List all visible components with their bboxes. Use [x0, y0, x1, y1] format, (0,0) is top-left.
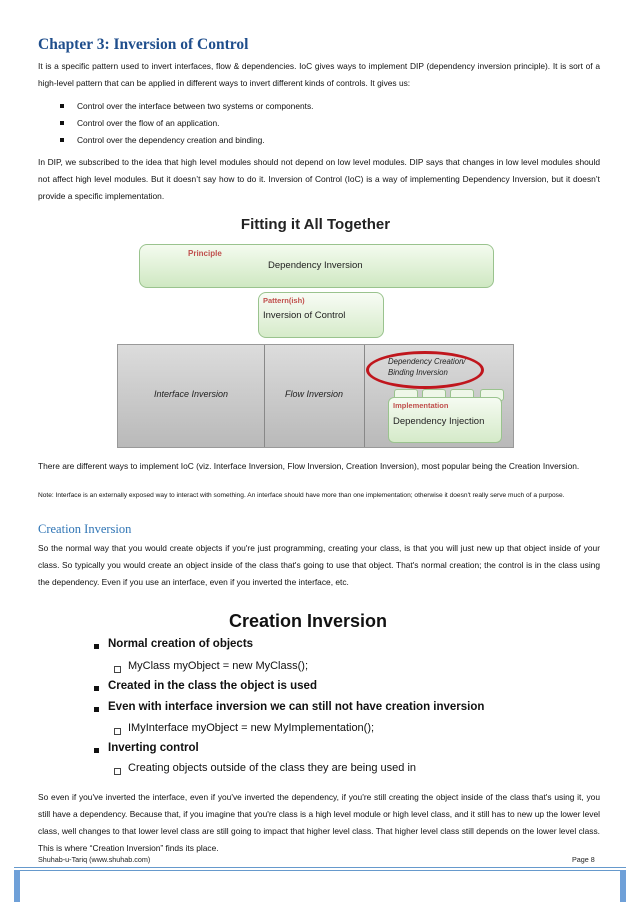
chapter-title: Chapter 3: Inversion of Control	[38, 36, 249, 53]
implementation-label: Implementation	[393, 401, 449, 410]
slide-line: Created in the class the object is used	[108, 680, 317, 692]
creation-inversion-label: Dependency Creation/	[388, 357, 466, 366]
bullet-square-icon	[94, 644, 99, 649]
closing-paragraph: So even if you've inverted the interface, even if you've inverted the dependency, if you're still creating the object inside of the class that's using it, you still have a dependency. Because that, if you imagine that you're class is a high level module or high level class, and it still has to new up the lower level class, well changes to that lower level class are still going to impact that higher level class. That higher level class still depends on the lower level class. This is where “Creation Inversion” finds its place.	[38, 792, 600, 853]
slide-line: Normal creation of objects	[108, 638, 254, 650]
benefit-list	[58, 98, 313, 149]
slide-title: Creation Inversion	[228, 611, 388, 631]
bullet-square-icon	[94, 686, 99, 691]
inversion-types-row	[117, 344, 514, 448]
pattern-text: Inversion of Control	[263, 310, 346, 321]
bullet-square-icon	[60, 121, 64, 125]
interface-inversion-cell: Interface Inversion	[118, 345, 265, 447]
bullet-square-icon	[94, 748, 99, 753]
list-item: Control over the flow of an application.	[58, 115, 313, 132]
sub-bullet-icon	[114, 666, 121, 673]
slide-line: IMyInterface myObject = new MyImplementation();	[128, 722, 375, 734]
ways-paragraph: There are different ways to implement IoC (viz. Interface Inversion, Flow Inversion, Creation Inversion), most popular being the Creation Inversion.	[38, 461, 580, 471]
slide-line: Creating objects outside of the class they are being used in	[128, 762, 417, 774]
pattern-label: Pattern(ish)	[263, 296, 305, 305]
implementation-text: Dependency Injection	[393, 416, 485, 427]
bullet-square-icon	[94, 707, 99, 712]
bullet-square-icon	[60, 104, 64, 108]
principle-label: Principle	[188, 249, 222, 258]
page-number: Page 8	[572, 855, 595, 864]
binding-inversion-label: Binding Inversion	[388, 368, 448, 377]
footer-author: Shuhab-u-Tariq (www.shuhab.com)	[38, 855, 151, 864]
section-title: Creation Inversion	[38, 522, 132, 536]
sub-bullet-icon	[114, 728, 121, 735]
slide-line: MyClass myObject = new MyClass();	[128, 660, 309, 672]
flow-inversion-cell: Flow Inversion	[264, 345, 365, 447]
slide-line: Even with interface inversion we can still not have creation inversion	[108, 701, 485, 713]
creation-paragraph: So the normal way that you would create objects if you're just programming, creating your class, is that you will just new up that object inside of your class. So typically you would create an object inside of the class that's going to use that object. That's normal creation; the control is in the class using the dependency. Even if you use an interface, even if you inverted the interface, etc.	[38, 543, 600, 587]
intro-paragraph: It is a specific pattern used to invert interfaces, flow & dependencies. IoC gives ways to implement DIP (dependency inversion principle). It is sort of a high-level pattern that can be applied in different ways to invert different kinds of controls. It gives us:	[38, 61, 600, 88]
page-border-bar	[14, 870, 20, 902]
bullet-square-icon	[60, 138, 64, 142]
principle-box	[139, 244, 494, 288]
principle-text: Dependency Inversion	[268, 260, 363, 271]
fitting-together-diagram	[117, 208, 514, 448]
interface-note: Note: Interface is an externally exposed way to interact with something. An interface should have more than one implementation; otherwise it doesn't really serve much of a purpose.	[38, 492, 565, 499]
creation-inversion-slide	[86, 606, 530, 778]
highlight-ellipse	[366, 351, 484, 389]
footer-rule	[14, 870, 626, 871]
pattern-box	[258, 292, 384, 338]
dip-paragraph: In DIP, we subscribed to the idea that high level modules should not depend on low level modules. DIP says that changes in low level modules should not affect high level modules. But it doesn’t say how to do it. Inversion of Control (IoC) is a way of implementing Dependency Inversion, but it doesn’t provide a specific implementation.	[38, 157, 600, 201]
slide-line: Inverting control	[108, 742, 199, 754]
page-border-bar	[620, 870, 626, 902]
implementation-box	[388, 397, 502, 443]
list-item: Control over the dependency creation and binding.	[58, 132, 313, 149]
diagram-title: Fitting it All Together	[240, 216, 391, 233]
footer-rule	[14, 867, 626, 868]
sub-bullet-icon	[114, 768, 121, 775]
list-item: Control over the interface between two systems or components.	[58, 98, 313, 115]
